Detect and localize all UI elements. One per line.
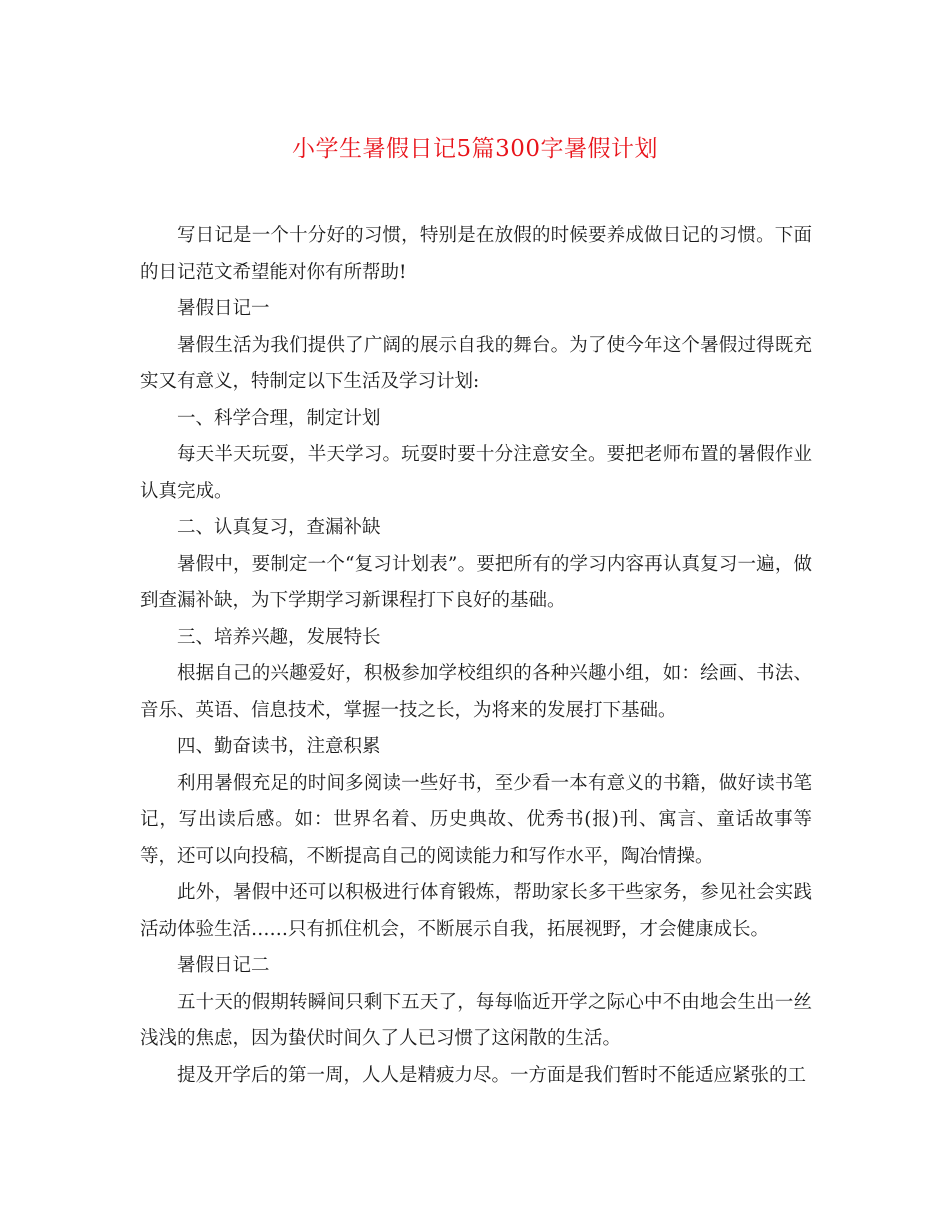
paragraph-intro: 写日记是一个十分好的习惯，特别是在放假的时候要养成做日记的习惯。下面的日记范文希望能对你有所帮助! [140, 225, 812, 283]
subheading: 四、勤奋读书，注意积累 [177, 736, 381, 757]
subheading: 三、培养兴趣，发展特长 [177, 626, 381, 648]
paragraph: 暑假中，要制定一个“复习计划表”。要把所有的学习内容再认真复习一遍，做到查漏补缺，为下学期学习新课程打下良好的基础。 [140, 553, 812, 611]
subheading: 二、认真复习，查漏补缺 [177, 517, 381, 538]
subheading: 一、科学合理，制定计划 [177, 407, 381, 429]
paragraph: 提及开学后的第一周，人人是精疲力尽。一方面是我们暂时不能适应紧张的工 [177, 1064, 807, 1086]
section-heading-diary-1: 暑假日记一 [177, 298, 270, 319]
paragraph: 每天半天玩耍，半天学习。玩耍时要十分注意安全。要把老师布置的暑假作业认真完成。 [140, 444, 812, 502]
section-heading-diary-2: 暑假日记二 [177, 955, 270, 976]
paragraph: 暑假生活为我们提供了广阔的展示自我的舞台。为了使今年这个暑假过得既充实又有意义，特制定以下生活及学习计划: [140, 334, 812, 392]
document-body [140, 218, 812, 1094]
paragraph: 五十天的假期转瞬间只剩下五天了，每每临近开学之际心中不由地会生出一丝浅浅的焦虑，因为蛰伏时间久了人已习惯了这闲散的生活。 [140, 991, 812, 1049]
document-title: 小学生暑假日记5篇300字暑假计划 [291, 136, 659, 162]
paragraph: 此外，暑假中还可以积极进行体育锻炼，帮助家长多干些家务，参见社会实践活动体验生活……只有抓住机会，不断展示自我，拓展视野，才会健康成长。 [140, 882, 812, 940]
paragraph: 根据自己的兴趣爱好，积极参加学校组织的各种兴趣小组，如：绘画、书法、音乐、英语、信息技术，掌握一技之长，为将来的发展打下基础。 [140, 663, 812, 721]
paragraph: 利用暑假充足的时间多阅读一些好书，至少看一本有意义的书籍，做好读书笔记，写出读后感。如：世界名着、历史典故、优秀书(报)刊、寓言、童话故事等等，还可以向投稿，不断提高自己的阅读能力和写作水平，陶冶情操。 [140, 772, 812, 867]
